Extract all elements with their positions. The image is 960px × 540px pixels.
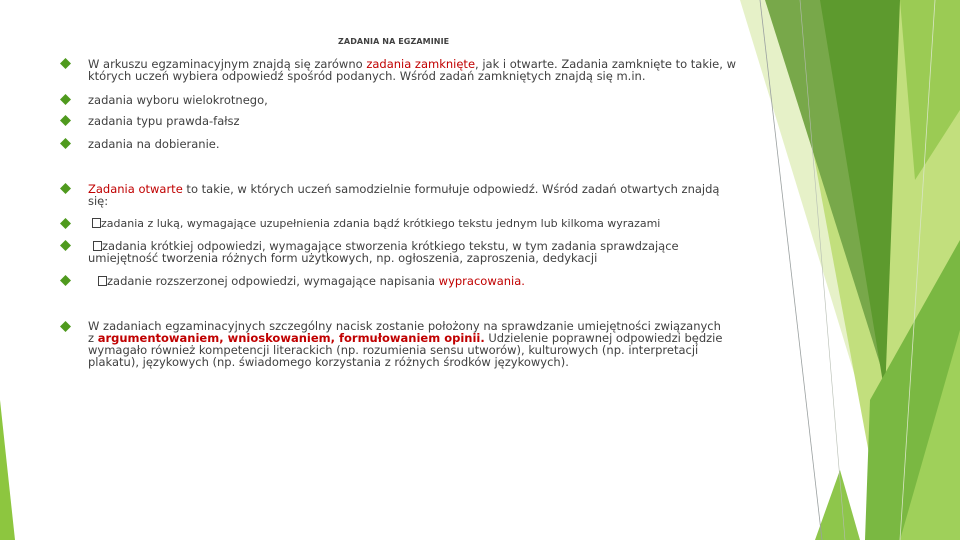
- bottom-accent: [815, 470, 860, 540]
- diamond-icon: [60, 218, 71, 229]
- bullet-text-5: Zadania otwarte to takie, w których uczeń samodzielnie formułuje odpowiedź. Wśród zadań otwartych znajdą się:: [88, 182, 720, 208]
- left-green-sliver: [0, 400, 15, 540]
- bullet-text-8: zadanie rozszerzonej odpowiedzi, wymagające napisania wypracowania.: [98, 275, 748, 287]
- diamond-icon: [60, 138, 71, 149]
- diamond-icon: [60, 115, 71, 126]
- bullet-text-7: zadania krótkiej odpowiedzi, wymagające stworzenia krótkiego tekstu, w tym zadania sprawdzające umiejętność tworzenia różnych form użytkowych, np. ogłoszenia, zaproszenia, dedykacji: [88, 239, 679, 265]
- diamond-icon: [60, 240, 71, 251]
- slide-title: ZADANIA NA EGZAMINIE: [338, 37, 450, 46]
- bullet-text-4: zadania na dobieranie.: [88, 137, 220, 151]
- diamond-icon: [60, 94, 71, 105]
- missing-glyph-box: [98, 276, 107, 286]
- bullet-text-9: W zadaniach egzaminacyjnych szczególny nacisk zostanie położony na sprawdzanie umiejętności związanych z argumentowaniem, wnioskowaniem, formułowaniem opinii. Udzielenie poprawnej odpowiedzi będzie wymagało również kompetencji literackich (np. rozumienia sensu utworów), kulturowych (np. interpretacji plakatu), językowych (np. świadomego korzystania z różnych środków językowych).: [88, 319, 723, 369]
- bullet-text-1: W arkuszu egzaminacyjnym znajdą się zarówno zadania zamknięte, jak i otwarte. Zadania zamknięte to takie, w których uczeń wybiera odpowiedź spośród podanych. Wśród zadań zamkniętych znajdą się m.in.: [88, 57, 736, 83]
- bullet-text-2: zadania wyboru wielokrotnego,: [88, 93, 268, 107]
- missing-glyph-box: [92, 218, 101, 228]
- diamond-icon: [60, 183, 71, 194]
- bullet-text-6: zadania z luką, wymagające uzupełnienia zdania bądź krótkiego tekstu jednym lub kilkoma wyrazami: [92, 218, 742, 230]
- bullet-text-3: zadania typu prawda-fałsz: [88, 114, 240, 128]
- diamond-icon: [60, 275, 71, 286]
- missing-glyph-box: [93, 241, 102, 251]
- diamond-icon: [60, 321, 71, 332]
- diamond-icon: [60, 58, 71, 69]
